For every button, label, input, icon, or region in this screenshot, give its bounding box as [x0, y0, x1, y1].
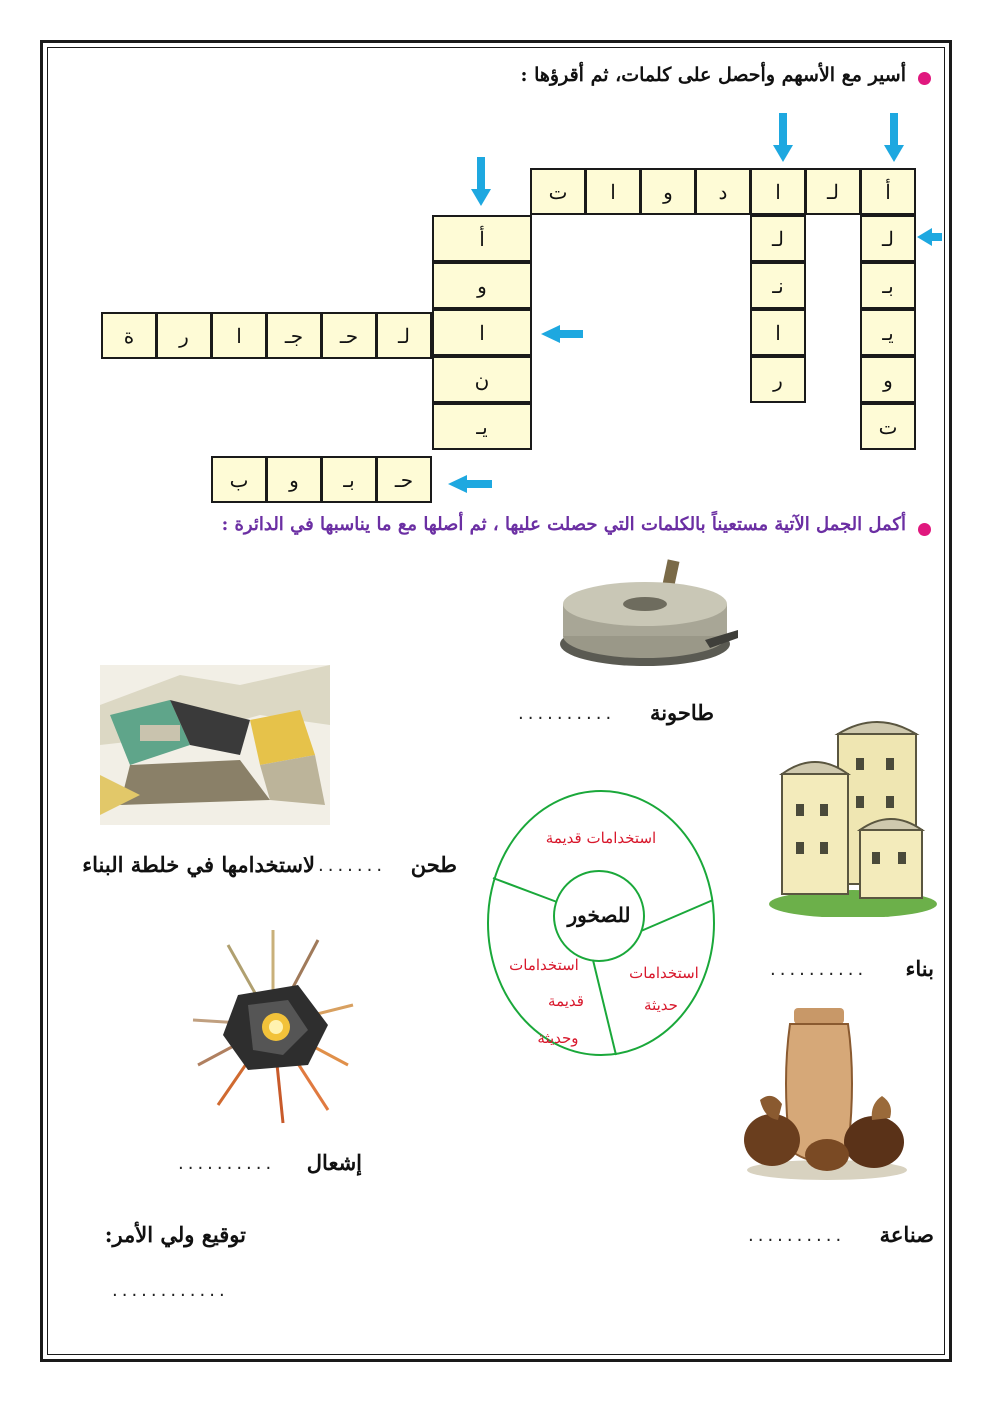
crossword-letter: ر [773, 367, 783, 392]
crossword-letter: د [718, 179, 728, 204]
crossword-letter: بـ [343, 467, 355, 492]
crossword-letter: لـ [827, 179, 839, 204]
circle-top-label: استخدامات قديمة [545, 829, 657, 847]
arrows-layer [0, 0, 992, 520]
instruction-arrows: أسير مع الأسهم وأحصل على كلمات، ثم أقرؤها : [520, 64, 906, 86]
crossword-letter: بـ [882, 273, 894, 298]
fire-blank[interactable]: .......... [178, 1153, 276, 1174]
crossword-letter: أ [885, 179, 891, 204]
crossword-letter: ا [775, 320, 781, 345]
circle-right-label-1: استخدامات [629, 964, 699, 982]
crusher-machine-image [100, 665, 330, 825]
building-label: بناء [905, 956, 934, 981]
crossword-letter: و [663, 179, 673, 204]
instruction-complete-sentences: أكمل الجمل الآتية مستعيناً بالكلمات التي حصلت عليها ، ثم أصلها مع ما يناسبها في الدائرة : [221, 514, 906, 535]
crossword-letter: ا [610, 179, 616, 204]
circle-right-label-2: حديثة [644, 996, 678, 1014]
crossword-letter: يـ [882, 320, 894, 345]
mill-label: طاحونة [649, 700, 714, 725]
building-blank[interactable]: .......... [770, 959, 868, 980]
circle-center-label: للصخور [567, 903, 631, 927]
crossword-letter: ت [878, 414, 898, 439]
circle-left-label-3: وحديثة [537, 1029, 579, 1047]
crossword-letter: ب [229, 467, 249, 492]
houses-image [768, 712, 938, 917]
arrow-down-icon [471, 157, 491, 206]
crossword-letter: أ [479, 226, 485, 251]
crossword-letter: ت [548, 179, 568, 204]
arrow-left-icon [541, 325, 583, 343]
circle-left-label-1: استخدامات [509, 956, 579, 974]
circle-left-label-2: قديمة [548, 992, 584, 1010]
fire-label: إشعال [306, 1150, 362, 1175]
crossword-letter: لـ [398, 323, 410, 348]
industry-blank[interactable]: .......... [748, 1225, 846, 1246]
crossword-letter: ا [775, 179, 781, 204]
grind-label: طحن [410, 852, 457, 877]
crossword-letter: ة [123, 323, 135, 348]
crossword-letter: ا [479, 320, 485, 345]
arrow-left-icon [917, 228, 942, 246]
crossword-letter: ن [474, 367, 490, 392]
crossword-letter: حـ [339, 323, 359, 348]
fire-burst-image [188, 925, 358, 1125]
crossword-letter: لـ [882, 226, 894, 251]
crossword-letter: نـ [772, 273, 784, 298]
signature-blank[interactable]: ............ [112, 1280, 229, 1301]
pottery-image [742, 1000, 912, 1185]
industry-label: صناعة [879, 1222, 934, 1247]
grind-purpose-label: لاستخدامها في خلطة البناء [82, 852, 315, 877]
crossword-letter: و [883, 367, 893, 392]
hand-mill-image [550, 552, 740, 672]
mill-blank[interactable]: .......... [518, 703, 616, 724]
arrow-left-icon [448, 475, 492, 493]
crossword-letter: جـ [284, 323, 304, 348]
crossword-letter: لـ [772, 226, 784, 251]
crossword-letter: ا [236, 323, 242, 348]
crossword-letter: و [477, 273, 487, 298]
bullet-icon [918, 523, 931, 536]
uses-circle-diagram [486, 788, 726, 1058]
crossword-letter: يـ [476, 414, 488, 439]
crossword-letter: ر [179, 323, 189, 348]
crossword-letter: و [289, 467, 299, 492]
arrow-down-icon [884, 113, 904, 162]
arrow-down-icon [773, 113, 793, 162]
signature-label: توقيع ولي الأمر: [104, 1222, 246, 1247]
crossword-letter: حـ [394, 467, 414, 492]
grind-blank[interactable]: ....... [318, 855, 387, 876]
